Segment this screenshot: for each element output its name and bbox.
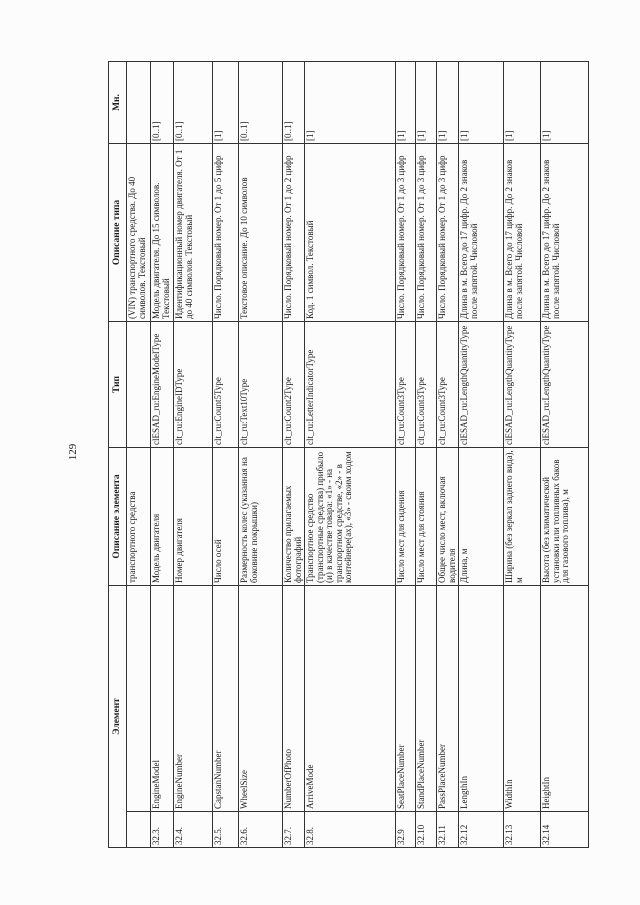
element-description: Транспортное средство (транспортные средства) прибыло (и) в качестве товара: «1» - на транспортном средстве, «2» - в контейнере(ах), «3» - своим ходом — [305, 447, 396, 585]
type-name — [127, 321, 151, 447]
row-number: 32.12 — [459, 812, 504, 848]
type-description: Число. Порядковый номер. От 1 до 5 цифр — [213, 143, 239, 321]
type-description: Длина в м. Всего до 17 цифр. До 2 знаков после запятой. Числовой — [459, 143, 504, 321]
type-description: Длина в м. Всего до 17 цифр. До 2 знаков после запятой. Числовой — [504, 143, 541, 321]
multiplicity: [1] — [305, 61, 396, 143]
row-number: 32.11 — [437, 812, 459, 848]
header-type: Тип — [109, 321, 127, 447]
multiplicity — [127, 61, 151, 143]
element-name: LengthIn — [459, 585, 504, 811]
row-number: 32.3. — [151, 812, 174, 848]
table-row — [416, 61, 437, 847]
multiplicity: [1] — [437, 61, 459, 143]
multiplicity: [1] — [459, 61, 504, 143]
table-row — [174, 61, 213, 847]
table-row — [151, 61, 174, 847]
element-name — [127, 585, 151, 811]
table-row — [459, 61, 504, 847]
element-name: EngineNumber — [174, 585, 213, 811]
row-number: 32.9 — [396, 812, 416, 848]
element-name: WidthIn — [504, 585, 541, 811]
type-description: Текстовое описание. До 10 символов — [239, 143, 283, 321]
element-description: Общее число мест, включая водителя — [437, 447, 459, 585]
type-name: clt_ru:Count3Type — [437, 321, 459, 447]
multiplicity: [1] — [504, 61, 541, 143]
table-row — [437, 61, 459, 847]
row-number: 32.10 — [416, 812, 437, 848]
elements-table — [108, 61, 589, 848]
type-name: clESAD_ru:LengthQuantityType — [541, 321, 589, 447]
table-row — [396, 61, 416, 847]
element-name: EngineModel — [151, 585, 174, 811]
element-description: Длина, м — [459, 447, 504, 585]
multiplicity: [0..1] — [283, 61, 305, 143]
element-description: транспортного средства — [127, 447, 151, 585]
row-number — [127, 812, 151, 848]
header-multiplicity: Мн. — [109, 61, 127, 143]
element-description: Число осей — [213, 447, 239, 585]
type-description: Число. Порядковый номер. От 1 до 3 цифр — [416, 143, 437, 321]
element-description: Модель двигателя — [151, 447, 174, 585]
row-number: 32.13 — [504, 812, 541, 848]
type-name: clt_ru:Count5Type — [213, 321, 239, 447]
header-row — [109, 61, 127, 847]
type-name: clESAD_ru:EngineModelType — [151, 321, 174, 447]
type-name: clt_ru:LetterIndicatorType — [305, 321, 396, 447]
element-description: Число мест для сидения — [396, 447, 416, 585]
element-name: StandPlaceNumber — [416, 585, 437, 811]
multiplicity: [0..1] — [239, 61, 283, 143]
element-description: Высота (без климатической установки или топливных баков для газового топлива), м — [541, 447, 589, 585]
element-name: CapstanNumber — [213, 585, 239, 811]
table-row — [239, 61, 283, 847]
row-number: 32.14 — [541, 812, 589, 848]
type-name: clt_ru:Count3Type — [396, 321, 416, 447]
table-row — [541, 61, 589, 847]
type-description: Число. Порядковый номер. От 1 до 3 цифр — [396, 143, 416, 321]
page-number: 129 — [67, 443, 79, 461]
element-description: Число мест для стояния — [416, 447, 437, 585]
element-description: Номер двигателя — [174, 447, 213, 585]
type-name: clt_ru:Text10Type — [239, 321, 283, 447]
multiplicity: [1] — [541, 61, 589, 143]
element-name: NumberOfPhoto — [283, 585, 305, 811]
type-name: clt_ru:Count2Type — [283, 321, 305, 447]
element-name: PassPlaceNumber — [437, 585, 459, 811]
type-name: clESAD_ru:LengthQuantityType — [504, 321, 541, 447]
element-name: HeightIn — [541, 585, 589, 811]
table-row — [213, 61, 239, 847]
row-number: 32.4. — [174, 812, 213, 848]
element-name: ArriveMode — [305, 585, 396, 811]
table-row — [305, 61, 396, 847]
type-description: Число. Порядковый номер. От 1 до 3 цифр — [437, 143, 459, 321]
table-row — [504, 61, 541, 847]
element-description: Размерность колес (указанная на боковине покрышки) — [239, 447, 283, 585]
row-number: 32.8. — [305, 812, 396, 848]
multiplicity: [1] — [396, 61, 416, 143]
type-name: clt_ru:EngineIDType — [174, 321, 213, 447]
table-wrapper — [108, 62, 589, 848]
type-description: Число. Порядковый номер. От 1 до 2 цифр — [283, 143, 305, 321]
row-number: 32.7. — [283, 812, 305, 848]
element-name: WheelSize — [239, 585, 283, 811]
type-name: clESAD_ru:LengthQuantityType — [459, 321, 504, 447]
element-name: SeatPlaceNumber — [396, 585, 416, 811]
header-type-description: Описание типа — [109, 143, 127, 321]
type-description: Идентификационный номер двигателя. От 1 до 40 символов. Текстовый — [174, 143, 213, 321]
type-description: Код. 1 символ. Текстовый — [305, 143, 396, 321]
header-element-description: Описание элемента — [109, 447, 127, 585]
multiplicity: [1] — [213, 61, 239, 143]
type-name: clt_ru:Count3Type — [416, 321, 437, 447]
element-description: Ширина (без зеркал заднего вида), м — [504, 447, 541, 585]
type-description: (VIN) транспортного средства. До 40 символов. Текстовый — [127, 143, 151, 321]
table-row-continuation — [127, 61, 151, 847]
multiplicity: [0..1] — [151, 61, 174, 143]
multiplicity: [1] — [416, 61, 437, 143]
type-description: Длина в м. Всего до 17 цифр. До 2 знаков после запятой. Числовой — [541, 143, 589, 321]
table-row — [283, 61, 305, 847]
header-element: Элемент — [109, 585, 127, 847]
row-number: 32.5. — [213, 812, 239, 848]
row-number: 32.6. — [239, 812, 283, 848]
type-description: Модель двигателя. До 15 символов. Текстовый — [151, 143, 174, 321]
multiplicity: [0..1] — [174, 61, 213, 143]
element-description: Количество прилагаемых фотографий — [283, 447, 305, 585]
